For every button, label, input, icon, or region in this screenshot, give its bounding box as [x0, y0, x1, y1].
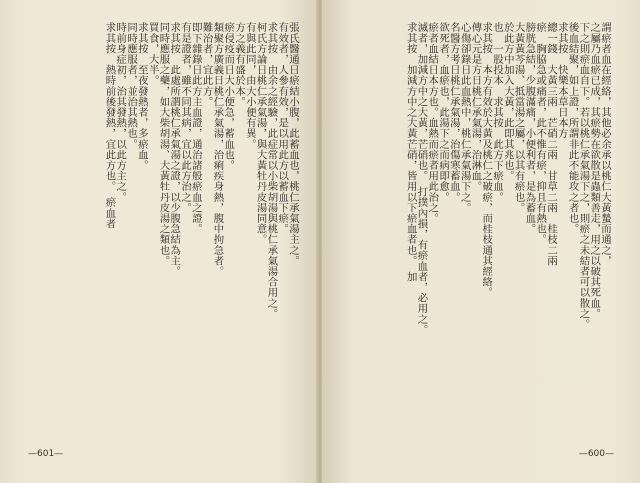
text-column: 求其按 加減方中之大黃芒硝，皆用以下瘀血者也。 加: [404, 22, 417, 282]
text-column: 也 一股投本 求其按 此方下瘀血。: [491, 22, 504, 203]
text-column: 總一錢 大黃三兩 芒硝二兩 甘草二兩 桂枝二兩: [545, 22, 558, 266]
text-column: 瘀 胸脇急或痛者，此不惟有瘀，抑且有熱也。: [534, 22, 547, 245]
text-column: 方之義有盛於本。: [233, 22, 246, 107]
text-column: 下之則瘀血自下。若以桃仁承氣湯下之，則瘀之未結者可以散之。: [577, 22, 590, 330]
text-column: 有與此同，由大小便有異。: [243, 22, 256, 150]
text-column: 後血結聚，如上證，所謂非此不能攻之者也。: [566, 22, 579, 234]
text-column: 張氏醫通日瘀結小腹，此蓄血也，桃仁承氣湯主之。: [287, 22, 299, 266]
right-page-number: —600—: [578, 449, 614, 459]
text-column: 心傷卻錄日此血熱中，桃仁承氣湯下之。: [458, 22, 471, 213]
text-column: 名醫方考日桃仁承氣湯，治傷寒蓄血。: [447, 22, 460, 203]
text-column: 柯氏方論日桃仁承氣湯，與大黃牡丹皮湯同意。: [254, 22, 267, 245]
text-column: 求其按 此處所謂桃仁承氣湯之證，以少腹急結為主。: [168, 22, 181, 277]
text-column: 即下雜錄日此方主血證，通治諸般瘀血之證。: [189, 22, 202, 234]
text-column: 之屬乃血瘀已成，其瘀勢在欲散是蟲類善走，用之以破其死血。: [588, 22, 601, 319]
text-column: 有是證者，雖不同其病，宜以此方治之。: [179, 22, 192, 213]
right-page: [322, 0, 640, 483]
text-column: 同時應服者，並治其熱也。: [125, 22, 138, 150]
text-column: 求其按 本方有效於大黃及桃仁之破瘀，而桂枝通其經絡。: [480, 22, 493, 298]
text-column: 滅者，加減方中之大黃，芒硝也。 打撲內損，有瘀血者，必用之。: [415, 22, 428, 335]
text-column: 難治者，宜此方。: [200, 22, 213, 107]
text-column: 欲死者，血瘀也，此湯下之而病即愈。: [437, 22, 450, 203]
text-column: 求其按 快樂本草日本方: [555, 22, 568, 139]
left-page-number: —601—: [28, 449, 64, 459]
text-column: 買食，大半。: [146, 22, 159, 86]
text-column: 求其按 熱時前後發熱，宜此方也。 瘀血者: [103, 22, 116, 229]
text-column: 有效者，人參有效，是以用此方以蓄血下瘀。: [276, 22, 289, 234]
right-text-columns: [338, 22, 610, 430]
text-column: 瘀侵疫而日大小便急，蓄血也。: [222, 22, 235, 171]
text-column: 同時應服之藥，如大柴胡湯、大黃牡丹皮湯之類也。: [157, 22, 170, 266]
text-column: 類聚方廣義日桃仁承氣湯，治痢疾身熱，腹中拘急者。: [211, 22, 224, 277]
left-text-columns: [28, 22, 298, 430]
text-column: 時前身症初，治其發熱，以此方主之。: [114, 22, 127, 203]
text-column: 傳心元是方日桃仁承氣湯，治淋血。: [469, 22, 482, 192]
text-column: 求其按 至夜發熱者，多瘀血。: [135, 22, 148, 171]
left-page: [0, 0, 318, 483]
text-column: 於此方中加入大黃，此即其兆也。: [501, 22, 514, 181]
text-column: 大黃黃芩湯、抵當湯之屬，以其有瘀也。: [512, 22, 525, 213]
text-column: 膀胱急結，少腹滿痛，小便利者，是為蓄血。: [523, 22, 536, 234]
text-column: 謂瘀者血在經絡，其他必余承以桃仁大黃蟄而通之，: [599, 22, 611, 266]
text-column: 求其按 由余之經驗，此症常以小柴胡湯與桃仁承氣湯合用之。: [265, 22, 278, 319]
text-column: 瘀者血結日本方也。血熱而瘀者用此治之。: [426, 22, 439, 224]
